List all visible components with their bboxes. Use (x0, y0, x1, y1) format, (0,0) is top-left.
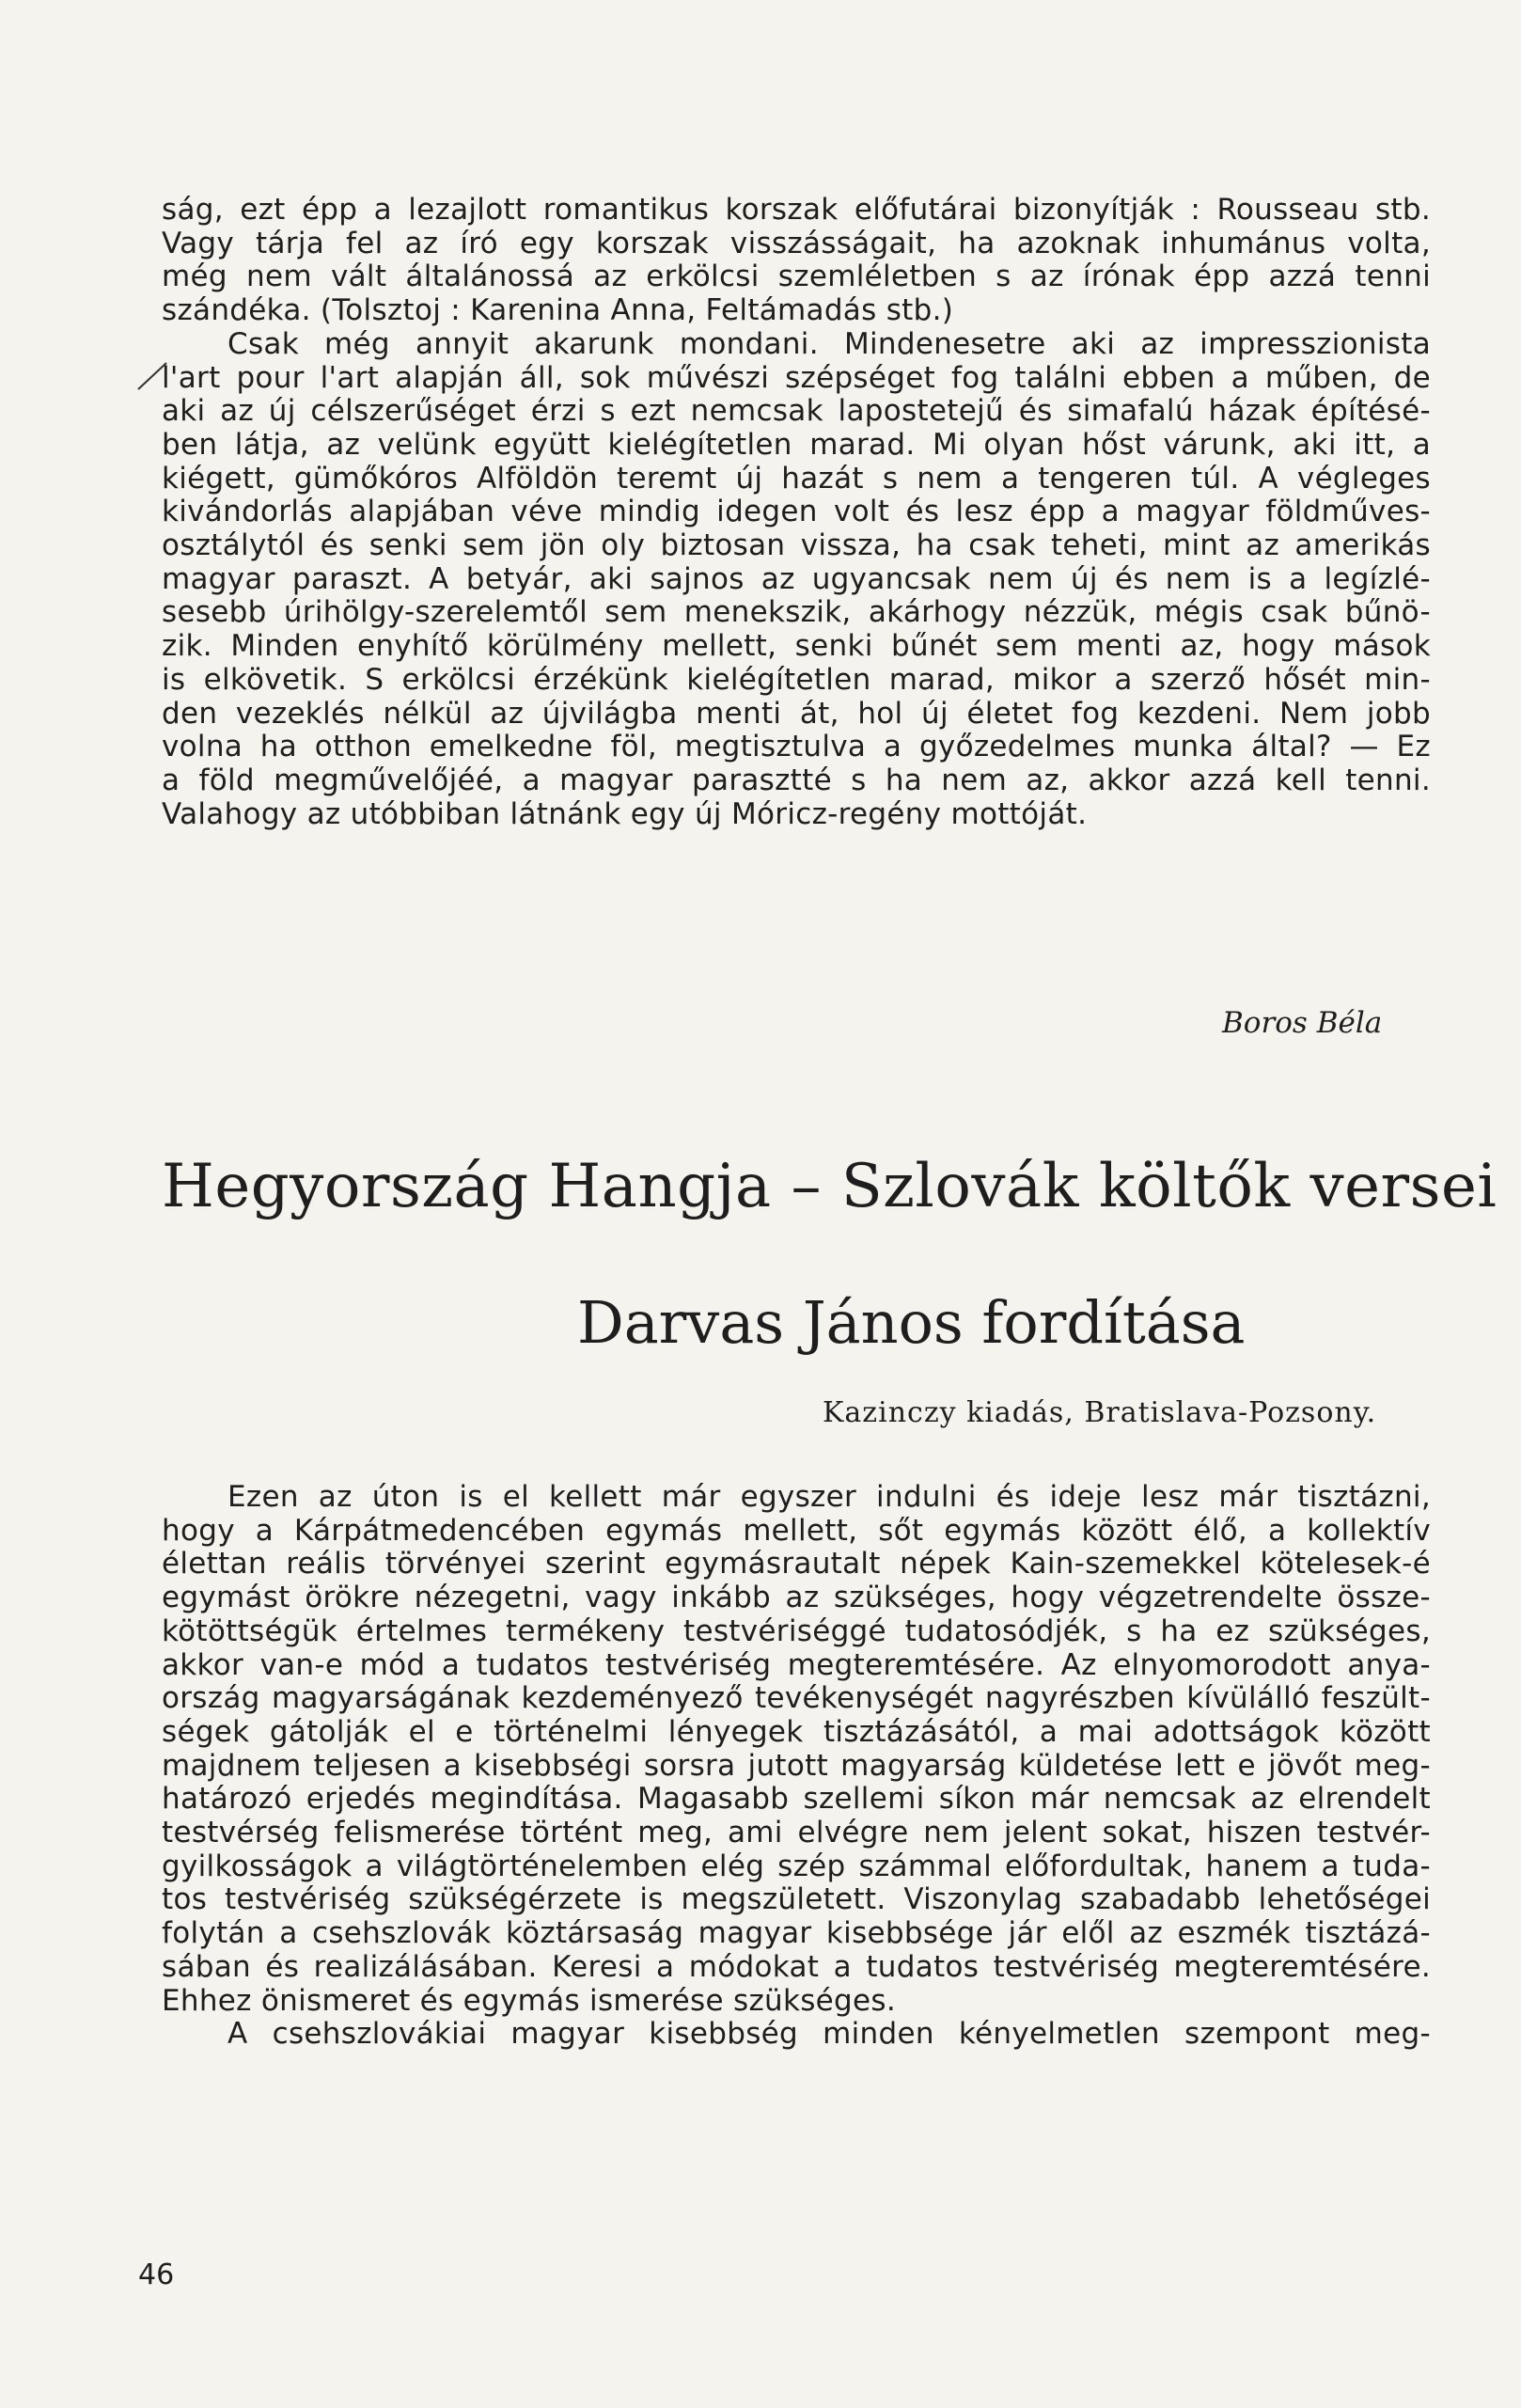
text-line: volna ha otthon emelkedne föl, megtisztulva a győzedelmes munka által? — Ez (162, 730, 1431, 764)
text-line: élettan reális törvényei szerint egymásrautalt népek Kain-szemekkel kötelesek-é (162, 1547, 1431, 1582)
page-number: 46 (138, 2258, 175, 2291)
text-line: is elkövetik. S erkölcsi érzékünk kielégítetlen marad, mikor a szerző hősét min- (162, 662, 1431, 697)
review-subtitle: Darvas János fordítása (577, 1288, 1246, 1357)
text-line: Csak még annyit akarunk mondani. Mindenesetre aki az impresszionista (227, 326, 1431, 361)
text-line: A csehszlovákiai magyar kisebbség minden kényelmetlen szempont meg- (227, 2017, 1431, 2052)
text-line: kötöttségük értelmes termékeny testvériséggé tudatosódjék, s ha ez szükséges, (162, 1613, 1431, 1648)
text-line: akkor van-e mód a tudatos testvériség megteremtésére. Az elnyomorodott anya- (162, 1647, 1431, 1682)
review-publisher: Kazinczy kiadás, Bratislava-Pozsony. (823, 1396, 1377, 1429)
text-line: gyilkosságok a világtörténelemben elég szép számmal előfordultak, hanem a tuda- (162, 1849, 1431, 1883)
text-line: majdnem teljesen a kisebbségi sorsra jutott magyarság küldetése lett e jövőt meg- (162, 1748, 1431, 1783)
text-line: szándéka. (Tolsztoj : Karenina Anna, Feltámadás stb.) (162, 293, 954, 328)
text-line: Ezen az úton is el kellett már egyszer indulni és ideje lesz már tisztázni, (227, 1480, 1431, 1514)
text-line: den vezeklés nélkül az újvilágba menti át, hol új életet fog kezdeni. Nem jobb (162, 696, 1431, 731)
text-line: Vagy tárja fel az író egy korszak visszásságait, ha azoknak inhumánus volta, (162, 226, 1431, 260)
review-body (162, 1481, 1431, 2052)
text-line: ország magyarságának kezdeményező tevékenységét nagyrészben kívülálló feszült- (162, 1681, 1431, 1716)
text-line: testvérség felismerése történt meg, ami elvégre nem jelent sokat, hiszen testvér- (162, 1816, 1431, 1850)
text-line: kiégett, gümőkóros Alföldön teremt új hazát s nem a tengeren túl. A végleges (162, 461, 1431, 496)
text-line: a föld megművelőjéé, a magyar parasztté s ha nem az, akkor azzá kell tenni. (162, 763, 1431, 797)
text-line: Ehhez önismeret és egymás ismerése szükséges. (162, 1983, 896, 2018)
author-signature: Boros Béla (1222, 1006, 1383, 1040)
text-line: zik. Minden enyhítő körülmény mellett, senki bűnét sem menti az, hogy mások (162, 629, 1431, 664)
article-body (162, 194, 1431, 831)
text-line: kivándorlás alapjában véve mindig idegen volt és lesz épp a magyar földműves- (162, 495, 1431, 529)
text-line: egymást örökre nézegetni, vagy inkább az szükséges, hogy végzetrendelte össze- (162, 1581, 1431, 1615)
text-line: határozó erjedés megindítása. Magasabb szellemi síkon már nemcsak az elrendelt (162, 1782, 1431, 1817)
text-line: osztálytól és senki sem jön oly biztosan vissza, ha csak teheti, mint az amerikás (162, 528, 1431, 563)
text-line: ségek gátolják el e történelmi lényegek tisztázásától, a mai adottságok között (162, 1714, 1431, 1749)
text-line: l'art pour l'art alapján áll, sok művészi szépséget fog találni ebben a műben, de (162, 360, 1431, 395)
text-line: még nem vált általánossá az erkölcsi szemléletben s az írónak épp azzá tenni (162, 260, 1431, 294)
text-line: ság, ezt épp a lezajlott romantikus korszak előfutárai bizonyítják : Rousseau stb. (162, 193, 1431, 227)
text-line: tos testvériség szükségérzete is megszületett. Viszonylag szabadabb lehetőségei (162, 1882, 1431, 1917)
text-line: hogy a Kárpátmedencében egymás mellett, sőt egymás között élő, a kollektív (162, 1513, 1431, 1548)
review-title: Hegyország Hangja – Szlovák költők versei (162, 1152, 1497, 1221)
text-line: Valahogy az utóbbiban látnánk egy új Móricz-regény mottóját. (162, 796, 1088, 831)
text-line: aki az új célszerűséget érzi s ezt nemcsak lapostetejű és simafalú házak építésé- (162, 394, 1431, 429)
text-line: sesebb úrihölgy-szerelemtől sem menekszik, akárhogy nézzük, mégis csak bűnö- (162, 595, 1431, 630)
text-line: folytán a csehszlovák köztársaság magyar kisebbsége jár elől az eszmék tisztázá- (162, 1916, 1431, 1951)
text-line: magyar paraszt. A betyár, aki sajnos az ugyancsak nem új és nem is a legízlé- (162, 561, 1431, 596)
text-line: sában és realizálásában. Keresi a módokat a tudatos testvériség megteremtésére. (162, 1949, 1431, 1984)
text-line: ben látja, az velünk együtt kielégítetlen marad. Mi olyan hőst várunk, aki itt, a (162, 427, 1431, 462)
